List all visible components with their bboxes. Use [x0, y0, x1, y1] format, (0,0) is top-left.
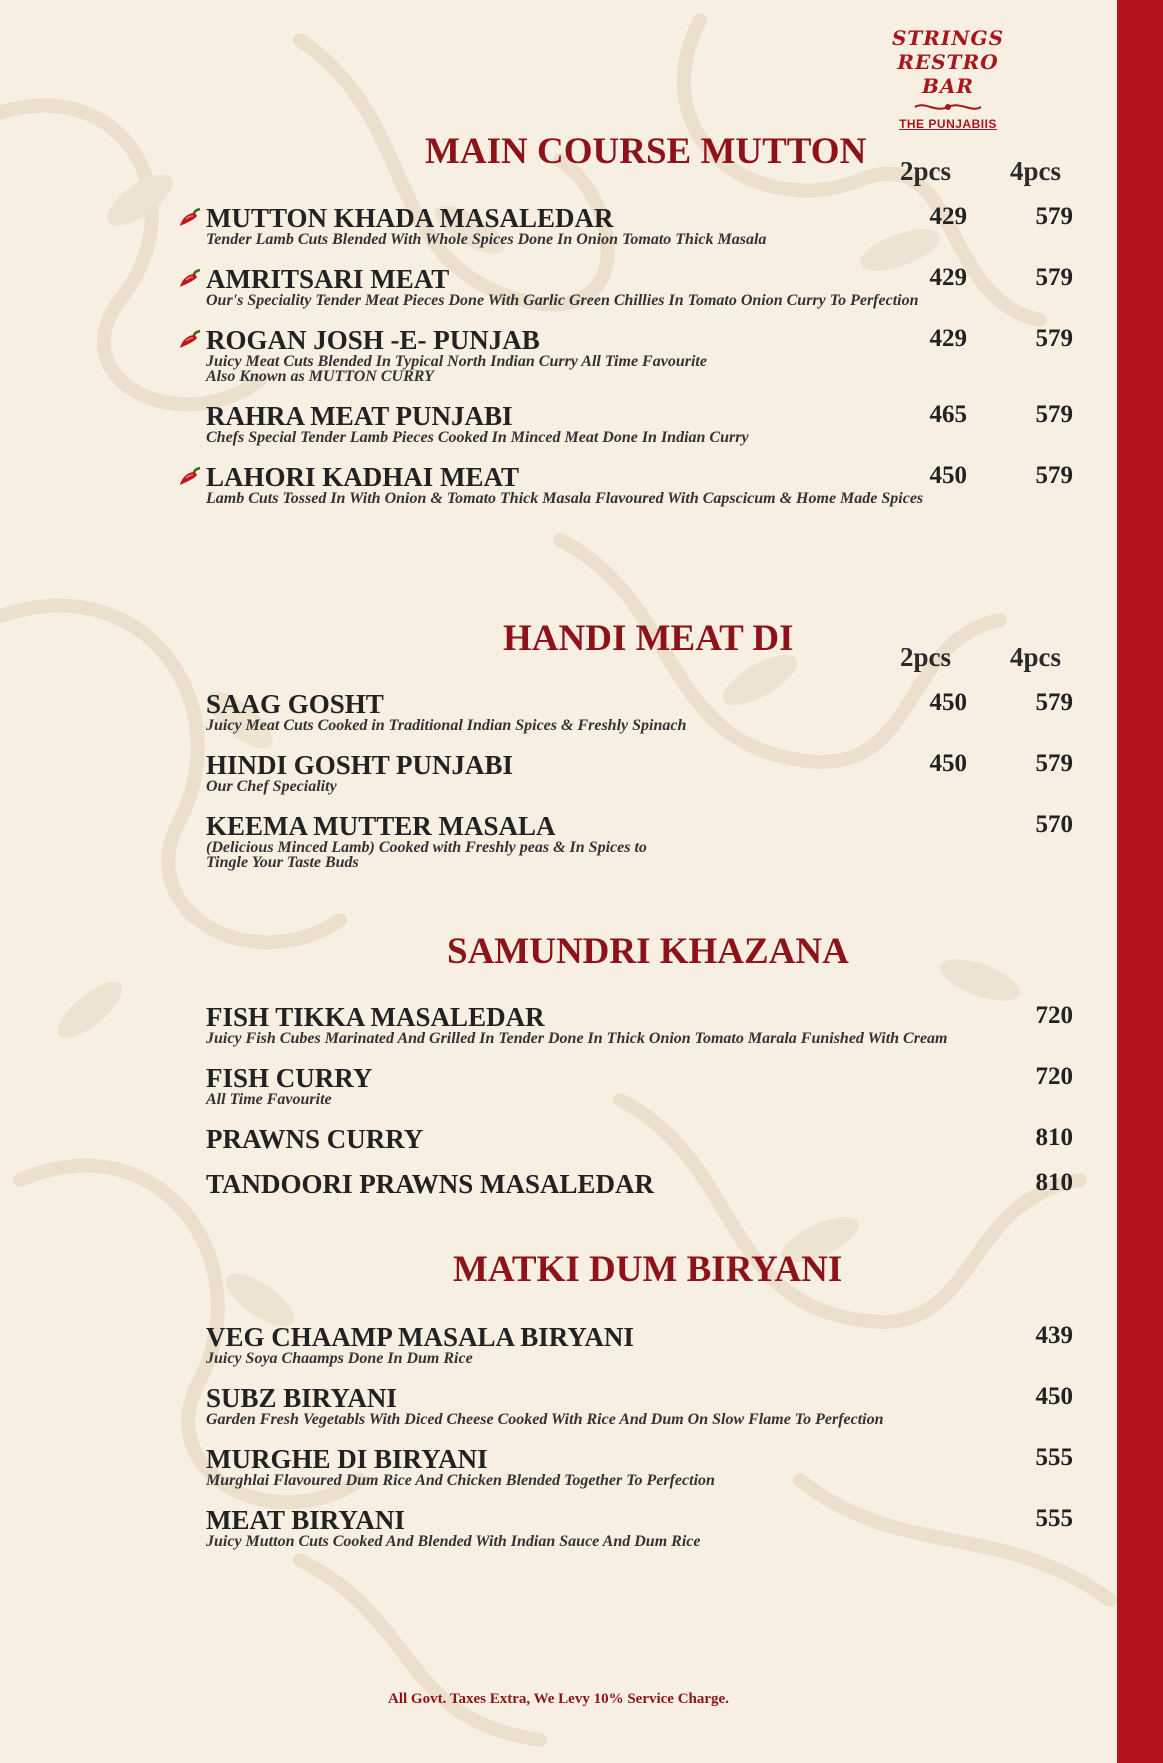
menu-item-description: Murghlai Flavoured Dum Rice And Chicken Blended Together To Perfection: [206, 1472, 715, 1489]
menu-item-description: Lamb Cuts Tossed In With Onion & Tomato Thick Masala Flavoured With Capscicum & Home Made Spices: [206, 490, 924, 507]
logo-line-3: THE PUNJABIIS: [899, 117, 997, 131]
price-2pcs: 450: [929, 689, 967, 716]
menu-item: [206, 1384, 1086, 1427]
logo-line-1: STRINGS: [891, 26, 1005, 50]
price-4pcs: 810: [1035, 1124, 1073, 1151]
menu-item: [206, 1506, 1086, 1549]
right-red-strip: [1117, 0, 1163, 1763]
menu-item-description: Juicy Mutton Cuts Cooked And Blended With Indian Sauce And Dum Rice: [206, 1533, 701, 1550]
column-header-0: 2pcs: [900, 156, 952, 186]
menu-item-name: LAHORI KADHAI MEAT: [206, 462, 520, 492]
price-4pcs: 450: [1035, 1383, 1073, 1410]
logo-line-2: RESTRO BAR: [897, 50, 999, 98]
menu-item-name: AMRITSARI MEAT: [206, 264, 450, 294]
menu-item-description: Garden Fresh Vegetabls With Diced Cheese Cooked With Rice And Dum On Slow Flame To Perfection: [206, 1411, 884, 1428]
menu-item: [206, 812, 1086, 870]
price-2pcs: 429: [929, 325, 967, 352]
price-4pcs: 579: [1035, 264, 1073, 291]
price-2pcs: 429: [929, 203, 967, 230]
menu-item-name: VEG CHAAMP MASALA BIRYANI: [206, 1322, 634, 1352]
menu-item-description: Juicy Soya Chaamps Done In Dum Rice: [206, 1350, 473, 1367]
price-4pcs: 570: [1035, 811, 1073, 838]
menu-item-description: Juicy Fish Cubes Marinated And Grilled In Tender Done In Thick Onion Tomato Marala Funished With Cream: [206, 1030, 948, 1047]
menu-item-description: Tender Lamb Cuts Blended With Whole Spices Done In Onion Tomato Thick Masala: [206, 231, 767, 248]
price-4pcs: 579: [1035, 325, 1073, 352]
chili-icon: [178, 267, 204, 291]
price-4pcs: 555: [1035, 1444, 1073, 1471]
menu-item: [206, 1125, 1086, 1153]
menu-item-name: SAAG GOSHT: [206, 689, 384, 719]
price-2pcs: 450: [929, 462, 967, 489]
menu-item: [206, 1170, 1086, 1198]
menu-item-description: Chefs Special Tender Lamb Pieces Cooked In Minced Meat Done In Indian Curry: [206, 429, 749, 446]
price-4pcs: 579: [1035, 203, 1073, 230]
menu-item-name: MURGHE DI BIRYANI: [206, 1444, 488, 1474]
price-4pcs: 555: [1035, 1505, 1073, 1532]
footer-note: All Govt. Taxes Extra, We Levy 10% Service Charge.: [388, 1691, 729, 1707]
column-header-0: 2pcs: [900, 642, 952, 672]
price-4pcs: 579: [1035, 689, 1073, 716]
menu-item-name: FISH CURRY: [206, 1063, 373, 1093]
menu-item-name: HINDI GOSHT PUNJABI: [206, 750, 514, 780]
menu-item-description: Juicy Meat Cuts Cooked in Traditional Indian Spices & Freshly Spinach: [206, 717, 687, 734]
menu-item-name: MEAT BIRYANI: [206, 1505, 405, 1535]
chili-icon: [178, 328, 204, 352]
price-4pcs: 720: [1035, 1063, 1073, 1090]
price-2pcs: 465: [929, 401, 967, 428]
section-title: SAMUNDRI KHAZANA: [447, 931, 849, 972]
column-header-1: 4pcs: [1010, 642, 1062, 672]
price-4pcs: 810: [1035, 1169, 1073, 1196]
section-title: MAIN COURSE MUTTON: [425, 131, 867, 172]
column-header-1: 4pcs: [1010, 156, 1062, 186]
chili-icon: [178, 206, 204, 230]
price-4pcs: 579: [1035, 401, 1073, 428]
menu-item-name: FISH TIKKA MASALEDAR: [206, 1002, 545, 1032]
menu-item-name: PRAWNS CURRY: [206, 1124, 424, 1154]
logo-flourish-icon: [913, 101, 983, 113]
price-4pcs: 579: [1035, 462, 1073, 489]
section-title: MATKI DUM BIRYANI: [453, 1249, 843, 1290]
menu-item-description: Our Chef Speciality: [206, 778, 337, 795]
menu-item-description: All Time Favourite: [206, 1091, 332, 1108]
menu-item-name: KEEMA MUTTER MASALA: [206, 811, 556, 841]
menu-item-name: ROGAN JOSH -E- PUNJAB: [206, 325, 540, 355]
menu-item-description: (Delicious Minced Lamb) Cooked with Freshly peas & In Spices to Tingle Your Taste Buds: [206, 839, 647, 871]
menu-item-name: TANDOORI PRAWNS MASALEDAR: [206, 1169, 655, 1199]
restaurant-logo: [868, 26, 1028, 131]
section-title: HANDI MEAT DI: [503, 618, 794, 659]
price-2pcs: 450: [929, 750, 967, 777]
menu-item-name: SUBZ BIRYANI: [206, 1383, 397, 1413]
menu-item-description: Juicy Meat Cuts Blended In Typical North Indian Curry All Time Favourite Also Known as MUTTON CURRY: [206, 353, 707, 385]
menu-item: [206, 1064, 1086, 1107]
menu-item: [206, 1323, 1086, 1366]
chili-icon: [178, 465, 204, 489]
price-2pcs: 429: [929, 264, 967, 291]
menu-item: [206, 1003, 1086, 1046]
price-4pcs: 439: [1035, 1322, 1073, 1349]
price-4pcs: 579: [1035, 750, 1073, 777]
menu-item-name: RAHRA MEAT PUNJABI: [206, 401, 513, 431]
menu-item: [206, 1445, 1086, 1488]
menu-item-name: MUTTON KHADA MASALEDAR: [206, 203, 614, 233]
price-4pcs: 720: [1035, 1002, 1073, 1029]
menu-item-description: Our's Speciality Tender Meat Pieces Done With Garlic Green Chillies In Tomato Onion Curry To Perfection: [206, 292, 919, 309]
